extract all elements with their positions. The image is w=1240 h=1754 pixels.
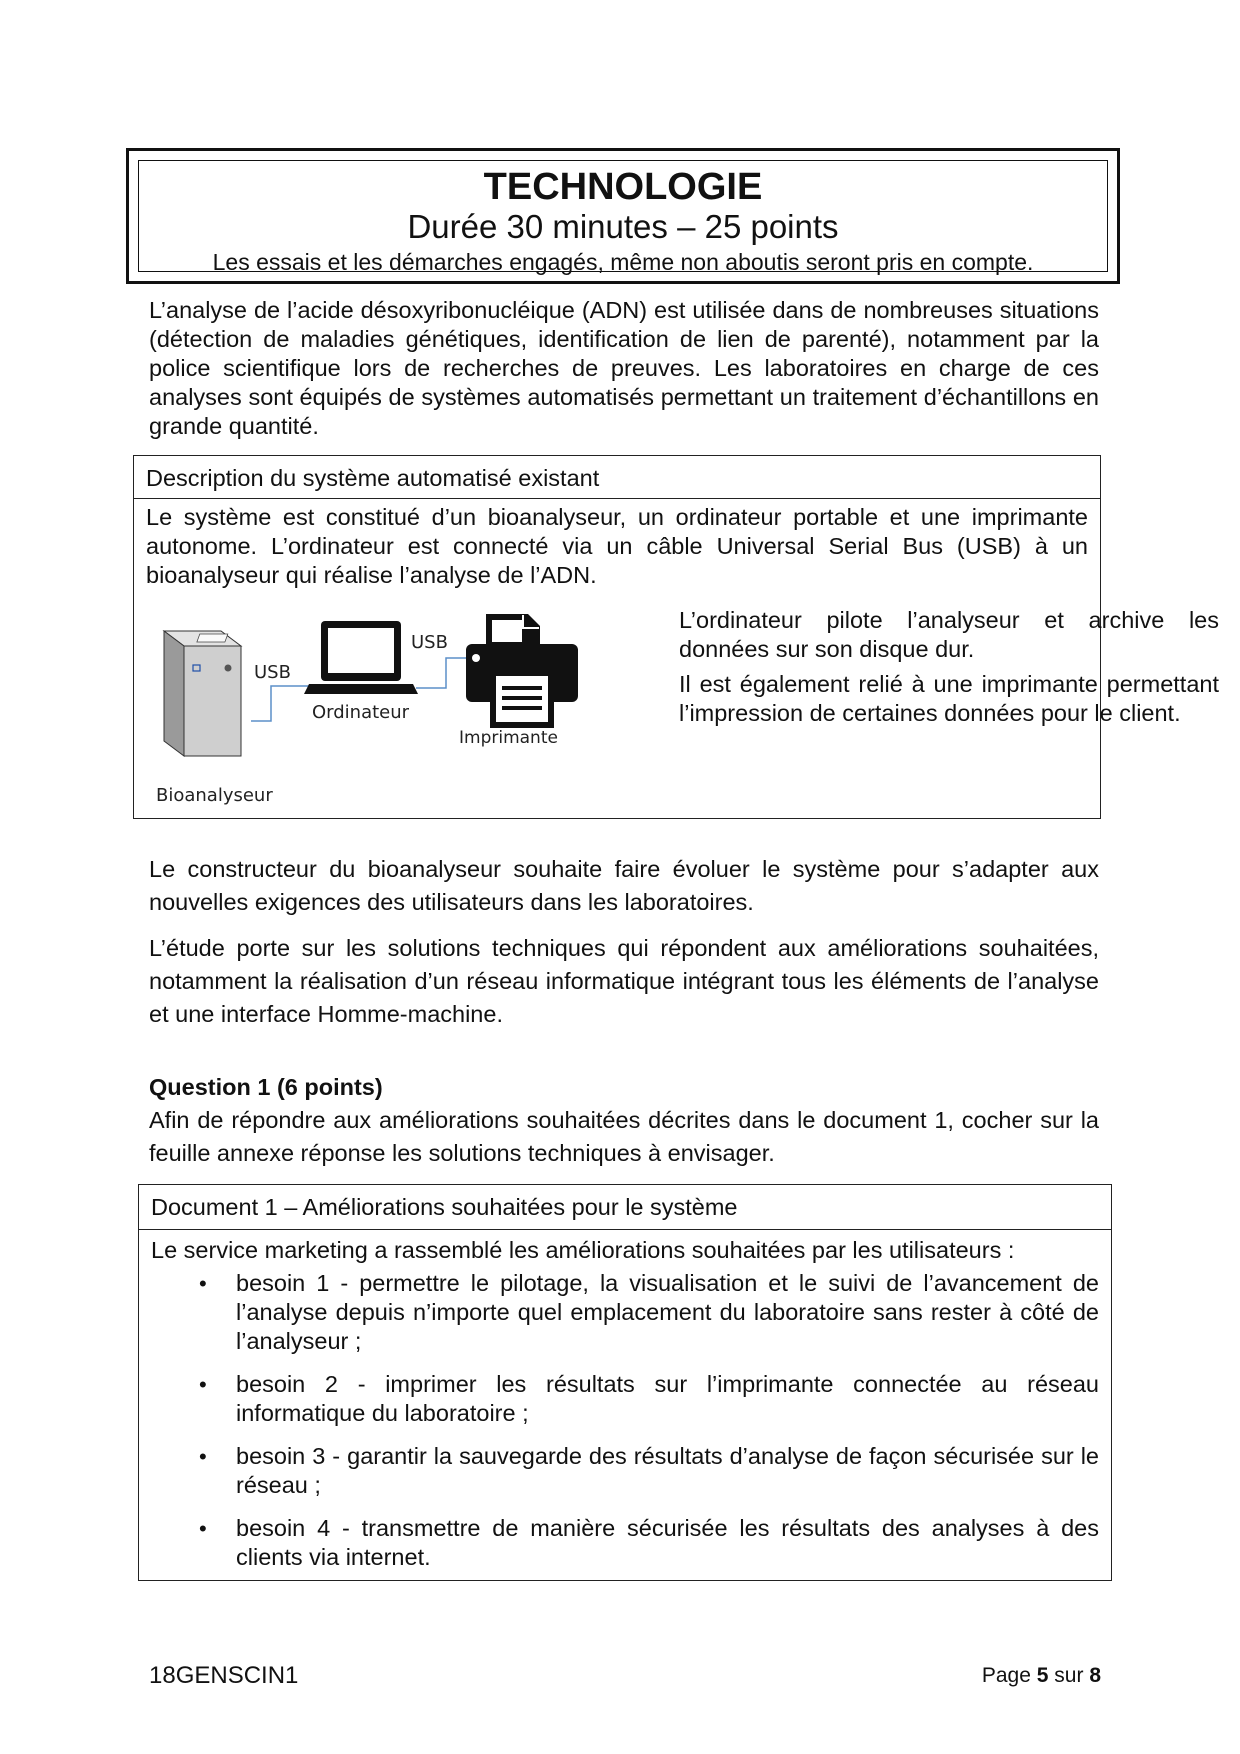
printer-icon [466,614,578,728]
paragraph-constructeur: Le constructeur du bioanalyseur souhaite faire évoluer le système pour s’adapter aux nouvelles exigences des utilisateurs dans les laboratoires. [149,856,1099,915]
question-1-text: Afin de répondre aux améliorations souhaitées décrites dans le document 1, cocher sur la feuille annexe réponse les solutions techniques à envisager. [149,1107,1099,1166]
list-item: • besoin 3 - garantir la sauvegarde des résultats d’analyse de façon sécurisée sur le réseau ; [199,1443,1099,1498]
needs-list [151,1269,1099,1572]
duration-points: Durée 30 minutes – 25 points [407,208,839,245]
list-item: • besoin 2 - imprimer les résultats sur l’imprimante connectée au réseau informatique du laboratoire ; [199,1371,1099,1426]
bioanalyzer-label: Bioanalyseur [156,785,273,806]
page-title: TECHNOLOGIE [483,166,763,208]
bullet-icon: • [199,1271,207,1296]
header-inner-frame [138,160,1108,275]
bullet-icon: • [199,1444,207,1469]
side-paragraph-1: L’ordinateur pilote l’analyseur et archive les données sur son disque dur. [679,607,1219,662]
list-item: • besoin 4 - transmettre de manière sécurisée les résultats des analyses à des clients via internet. [199,1515,1099,1570]
printer-label: Imprimante [459,728,558,748]
document-1-box [138,1184,1112,1581]
bullet-icon: • [199,1516,207,1541]
computer-label: Ordinateur [312,702,410,723]
paragraph-etude: L’étude porte sur les solutions techniques qui répondent aux améliorations souhaitées, notamment la réalisation d’un réseau informatique intégrant tous les éléments de l’analyse et une interface Homme-machine. [149,935,1099,1027]
side-paragraph-2: Il est également relié à une imprimante permettant l’impression de certaines données pour le client. [679,671,1219,726]
bullet-icon: • [199,1372,207,1397]
page-number: Page 5 sur 8 [981,1664,1101,1687]
document-1-body [139,1230,1111,1572]
intro-paragraph: L’analyse de l’acide désoxyribonucléique (ADN) est utilisée dans de nombreuses situations (détection de maladies génétiques, identification de lien de parenté), notamment par la police scientifique lors de recherches de preuves. Les laboratoires en charge de ces analyses sont équipés de systèmes automatisés permettant un traitement d’échantillons en grande quantité. [149,297,1099,439]
document-1-intro: Le service marketing a rassemblé les améliorations souhaitées par les utilisateurs : [151,1237,1015,1263]
document-code: 18GENSCIN1 [149,1662,299,1689]
usb-label-2: USB [411,632,448,653]
header-note: Les essais et les démarches engagés, même non aboutis seront pris en compte. [212,249,1034,275]
system-description-box [133,455,1219,819]
system-diagram [146,606,676,811]
list-item: • besoin 1 - permettre le pilotage, la visualisation et le suivi de l’avancement de l’analyse depuis n’importe quel emplacement du laboratoire sans rester à côté de l’analyseur ; [199,1270,1099,1354]
bioanalyzer-icon [164,631,241,756]
system-side-text [679,606,1219,734]
system-box-body: Le système est constitué d’un bioanalyseur, un ordinateur portable et une imprimante autonome. L’ordinateur est connecté via un câble Universal Serial Bus (USB) à un bioanalyseur qui réalise l’analyse de l’ADN. [146,504,1088,588]
laptop-icon [304,621,418,694]
system-box-title: Description du système automatisé existant [134,456,1100,499]
usb-label-1: USB [254,662,291,683]
question-1-title: Question 1 (6 points) [149,1074,383,1100]
header-frame [126,148,1120,284]
document-1-title: Document 1 – Améliorations souhaitées pour le système [139,1185,1111,1230]
